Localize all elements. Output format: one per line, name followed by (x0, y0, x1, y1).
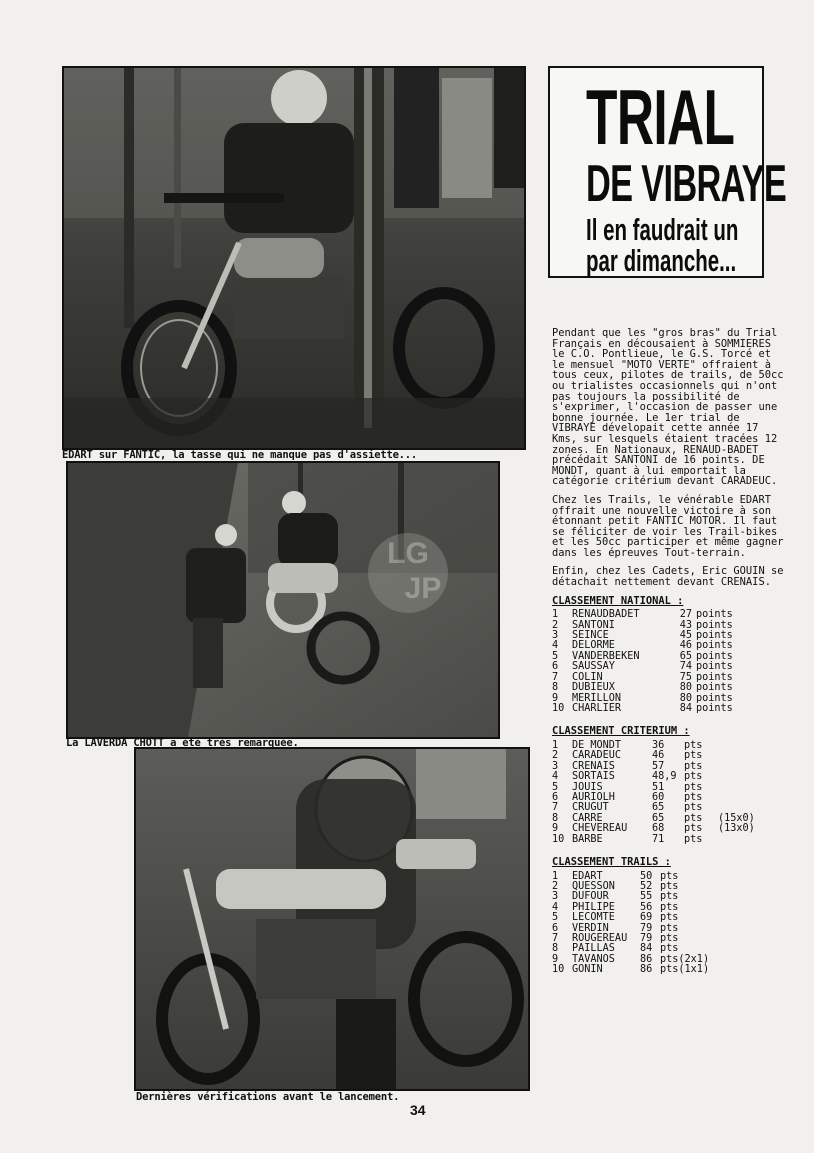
photo-1-image (64, 68, 524, 448)
ranking-unit: pts (660, 943, 679, 955)
ranking-name: SEINCE (572, 630, 609, 642)
ranking-unit: points (696, 661, 733, 673)
ranking-name: PHILIPE (572, 901, 615, 913)
photo-2-caption: La LAVERDA CHOTT a été très remarquée. (66, 737, 299, 749)
headline-de-vibraye: DE VIBRAYE (586, 155, 787, 213)
ranking-num: 6 (552, 922, 559, 934)
ranking-pts: 55 (640, 891, 653, 903)
ranking-num: 5 (552, 912, 559, 924)
ranking-pts: 27 (679, 609, 692, 621)
ranking-name: JOUIS (572, 781, 603, 793)
ranking-name: TAVANOS (572, 953, 615, 965)
ranking-unit: pts (684, 833, 703, 845)
ranking-pts: 46 (652, 750, 665, 762)
ranking-unit: points (696, 609, 733, 621)
ranking-num: 7 (552, 802, 559, 814)
ranking-note (718, 772, 755, 782)
photo-1-caption: EDART sur FANTIC, la tasse qui ne manque pas d'assiette... (62, 449, 418, 461)
ranking-note (678, 903, 709, 913)
ranking-note (718, 741, 755, 751)
ranking-num: 9 (552, 692, 559, 704)
ranking-unit: pts (660, 933, 679, 944)
ranking-unit: pts (660, 964, 679, 976)
page-number: 34 (410, 1102, 426, 1118)
watermark-text-2: JP (404, 572, 442, 605)
ranking-num: 7 (552, 933, 559, 944)
ranking-pts: 65 (652, 812, 665, 824)
ranking-num: 8 (552, 943, 559, 955)
ranking-row (552, 704, 733, 714)
article-paragraph-1: Pendant que les "gros bras" du Trial Français en décousaient à SOMMIERES le C.O. Pontlieue, le G.S. Torcé et le mensuel "MOTO VERTE" offraient à tous ceux, pilotes de trails, de 50cc ou trialistes occasionnels qui n'ont pas toujours la possibilité de s'exprimer, l'occasion de passer une bonne journée. Le 1er trial de VIBRAYE dévelopait cette année 17 Kms, sur lesquels étaient tracées 12 zones. En Nationaux, RENAUD-BADET précédait SANTONI de 16 points. DE MONDT, quant à lui emportait la catégorie critérium devant CARADEUC. (552, 327, 784, 488)
photo-3-caption: Dernières vérifications avant le lancement. (136, 1091, 400, 1103)
photo-laverda-chott (66, 461, 500, 739)
classement-criterium-table (552, 741, 755, 845)
ranking-name: ROUGEREAU (572, 933, 628, 944)
ranking-pts: 45 (679, 630, 692, 642)
ranking-note (678, 872, 709, 882)
ranking-unit: pts (660, 953, 679, 965)
ranking-note: (13x0) (718, 823, 755, 835)
ranking-name: RENAUDBADET (572, 609, 640, 621)
ranking-pts: 52 (640, 880, 653, 892)
article-paragraph-2: Chez les Trails, le vénérable EDART offrait une nouvelle victoire à son étonnant petit FANTIC MOTOR. Il faut se féliciter de voir les Trail-bikes et les 50cc participer et même gagner dans les épreuves Tout-terrain. (552, 493, 784, 559)
ranking-unit: points (696, 671, 733, 683)
ranking-pts: 75 (679, 671, 692, 683)
classement-criterium (552, 726, 784, 845)
ranking-pts: 57 (652, 760, 665, 772)
ranking-note: (2x1) (678, 953, 710, 965)
ranking-num: 10 (552, 964, 565, 976)
ranking-num: 4 (552, 640, 559, 652)
ranking-unit: pts (660, 901, 679, 913)
ranking-num: 10 (552, 833, 565, 845)
classement-national-table (552, 610, 733, 714)
ranking-num: 2 (552, 750, 559, 762)
ranking-unit: pts (684, 771, 703, 783)
ranking-num: 6 (552, 791, 559, 803)
watermark-text-1: LG (387, 537, 429, 570)
ranking-unit: pts (660, 912, 679, 924)
ranking-name: PAILLAS (572, 943, 615, 955)
ranking-unit: points (696, 682, 733, 694)
ranking-name: DUBIEUX (572, 682, 615, 694)
ranking-note (678, 913, 709, 923)
ranking-row (552, 965, 709, 975)
ranking-name: CARADEUC (572, 750, 622, 762)
headline-trial: TRIAL (586, 73, 735, 161)
ranking-unit: points (696, 640, 733, 652)
ranking-name: DUFOUR (572, 891, 609, 903)
ranking-pts: 71 (652, 833, 665, 845)
ranking-pts: 36 (652, 739, 665, 751)
ranking-num: 9 (552, 953, 559, 965)
classement-trails-title: CLASSEMENT TRAILS : (552, 855, 671, 868)
ranking-num: 9 (552, 823, 559, 835)
ranking-note (678, 924, 709, 934)
ranking-name: MERILLON (572, 692, 622, 704)
ranking-name: GONIN (572, 964, 603, 976)
ranking-unit: points (696, 650, 733, 662)
photo-3-image (136, 749, 528, 1089)
ranking-unit: pts (684, 802, 703, 814)
title-box (548, 66, 787, 278)
ranking-note (718, 793, 755, 803)
ranking-num: 4 (552, 771, 559, 783)
ranking-name: EDART (572, 870, 603, 882)
ranking-pts: 86 (640, 953, 653, 965)
ranking-pts: 51 (652, 781, 665, 793)
subtitle-line-1: Il en faudrait un (586, 212, 739, 247)
ranking-name: DELORME (572, 640, 615, 652)
ranking-row (552, 835, 755, 845)
ranking-pts: 79 (640, 922, 653, 934)
ranking-name: SORTAIS (572, 771, 615, 783)
ranking-name: LECOMTE (572, 912, 615, 924)
ranking-name: QUESSON (572, 880, 615, 892)
ranking-num: 5 (552, 650, 559, 662)
ranking-unit: points (696, 702, 733, 714)
ranking-note (718, 783, 755, 793)
ranking-pts: 48,9 (652, 771, 677, 783)
classement-national-title: CLASSEMENT NATIONAL : (552, 594, 684, 607)
ranking-num: 6 (552, 661, 559, 673)
ranking-name: CARRE (572, 812, 603, 824)
ranking-pts: 65 (679, 650, 692, 662)
ranking-num: 2 (552, 619, 559, 631)
photo-2-image (68, 463, 498, 737)
ranking-name: CRUGUT (572, 802, 609, 814)
ranking-num: 3 (552, 760, 559, 772)
ranking-pts: 60 (652, 791, 665, 803)
ranking-unit: pts (660, 880, 679, 892)
ranking-note (678, 892, 709, 902)
ranking-pts: 84 (640, 943, 653, 955)
ranking-name: CHARLIER (572, 702, 622, 714)
article-paragraph-3: Enfin, chez les Cadets, Eric GOUIN se détachait nettement devant CRENAIS. (552, 565, 784, 589)
ranking-row (552, 824, 755, 834)
ranking-unit: pts (684, 760, 703, 772)
ranking-note (718, 751, 755, 761)
classement-trails-table (552, 872, 709, 976)
subtitle-line-2: par dimanche... (586, 243, 737, 278)
ranking-num: 7 (552, 671, 559, 683)
ranking-num: 10 (552, 702, 565, 714)
ranking-name: SANTONI (572, 619, 615, 631)
ranking-num: 3 (552, 630, 559, 642)
ranking-pts: 56 (640, 901, 653, 913)
ranking-name: VANDERBEKEN (572, 650, 640, 662)
ranking-name: DE MONDT (572, 739, 622, 751)
ranking-name: VERDIN (572, 922, 609, 934)
ranking-note: (1x1) (678, 964, 710, 976)
ranking-pts: 80 (679, 682, 692, 694)
ranking-unit: pts (684, 781, 703, 793)
ranking-num: 8 (552, 812, 559, 824)
classement-trails (552, 857, 784, 976)
ranking-unit: pts (684, 823, 703, 835)
ranking-unit: points (696, 630, 733, 642)
ranking-name: BARBE (572, 833, 603, 845)
ranking-num: 4 (552, 901, 559, 913)
ranking-unit: points (696, 619, 733, 631)
classement-national (552, 596, 784, 715)
ranking-num: 2 (552, 880, 559, 892)
ranking-name: COLIN (572, 671, 603, 683)
ranking-name: CHEVEREAU (572, 823, 628, 835)
ranking-unit: pts (684, 750, 703, 762)
ranking-unit: pts (660, 891, 679, 903)
ranking-unit: pts (684, 739, 703, 751)
ranking-unit: points (696, 692, 733, 704)
ranking-num: 1 (552, 609, 559, 621)
ranking-pts: 68 (652, 823, 665, 835)
ranking-note (718, 762, 755, 772)
ranking-pts: 46 (679, 640, 692, 652)
ranking-name: CRENAIS (572, 760, 615, 772)
ranking-num: 3 (552, 891, 559, 903)
ranking-row (552, 683, 733, 693)
ranking-pts: 86 (640, 964, 653, 976)
ranking-unit: pts (684, 812, 703, 824)
ranking-unit: pts (660, 870, 679, 882)
ranking-num: 8 (552, 682, 559, 694)
ranking-pts: 84 (679, 702, 692, 714)
ranking-pts: 74 (679, 661, 692, 673)
article-text-column (552, 328, 784, 988)
ranking-pts: 43 (679, 619, 692, 631)
ranking-pts: 79 (640, 933, 653, 944)
ranking-pts: 80 (679, 692, 692, 704)
ranking-num: 1 (552, 870, 559, 882)
photo-edart-fantic (62, 66, 526, 450)
ranking-pts: 69 (640, 912, 653, 924)
ranking-note: (15x0) (718, 812, 755, 824)
classement-criterium-title: CLASSEMENT CRITERIUM : (552, 725, 690, 738)
ranking-row (552, 772, 755, 782)
ranking-name: AURIOLH (572, 791, 615, 803)
ranking-note (678, 882, 709, 892)
ranking-pts: 65 (652, 802, 665, 814)
ranking-note (718, 835, 755, 845)
ranking-unit: pts (660, 922, 679, 934)
ranking-unit: pts (684, 791, 703, 803)
photo-verifications (134, 747, 530, 1091)
ranking-pts: 50 (640, 870, 653, 882)
ranking-name: SAUSSAY (572, 661, 615, 673)
ranking-num: 5 (552, 781, 559, 793)
ranking-num: 1 (552, 739, 559, 751)
ranking-note (678, 934, 709, 944)
